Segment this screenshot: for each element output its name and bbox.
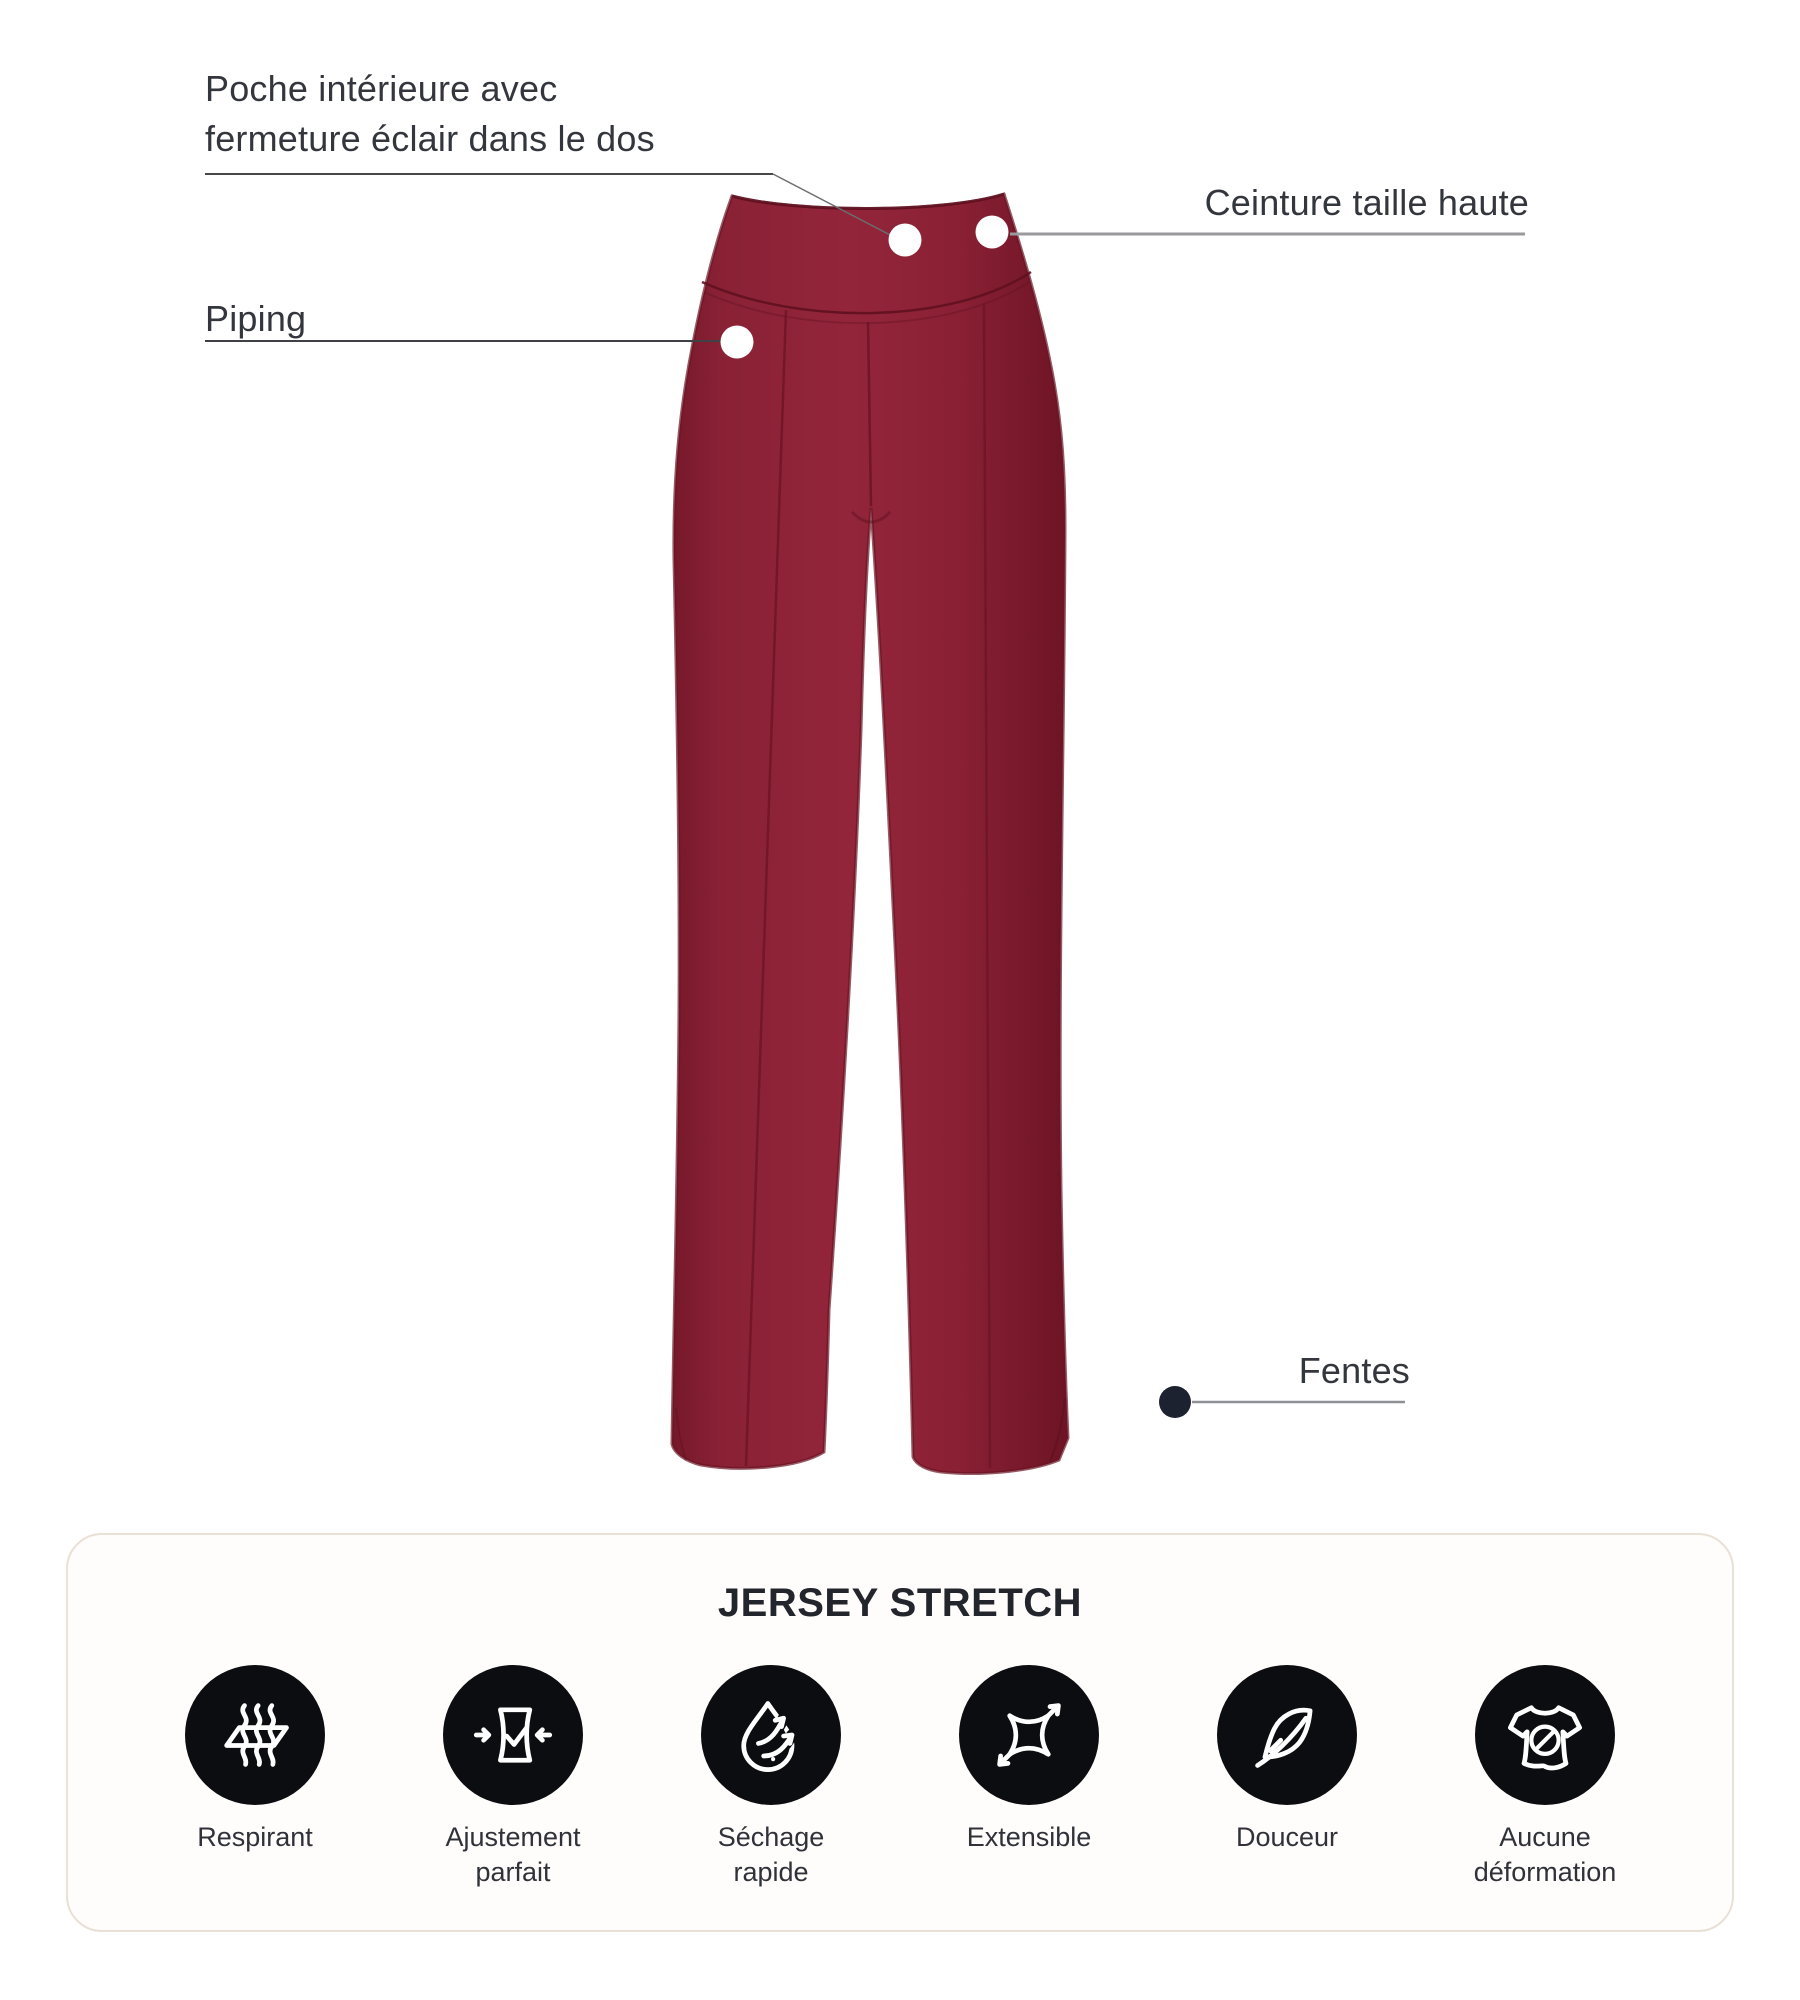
feature-label-softness: Douceur xyxy=(1235,1822,1339,1852)
fabric-card xyxy=(66,1533,1734,1932)
fabric-title: JERSEY STRETCH xyxy=(717,1581,1083,1625)
feature-label-breathable: Respirant xyxy=(197,1822,313,1852)
feature-label-stretch: Extensible xyxy=(966,1822,1092,1852)
pocket-annotation-line1: Poche intérieure avec xyxy=(205,68,558,109)
waistband-marker-dot xyxy=(976,216,1009,249)
feature-no-deformation xyxy=(1416,1665,1674,1890)
perfect-fit-icon xyxy=(471,1693,555,1777)
feature-label-no-deformation: Aucune déformation xyxy=(1473,1822,1617,1887)
pocket-marker-dot xyxy=(889,224,922,257)
feature-label-perfect-fit: Ajustement parfait xyxy=(445,1822,581,1887)
piping-marker-dot xyxy=(721,326,754,359)
stretch-icon xyxy=(987,1693,1071,1777)
breathable-icon xyxy=(213,1693,297,1777)
quick-dry-icon xyxy=(729,1693,813,1777)
feature-quick-dry xyxy=(642,1665,900,1890)
feature-list xyxy=(68,1665,1732,1890)
feature-stretch xyxy=(900,1665,1158,1890)
slits-annotation-label: Fentes xyxy=(1298,1350,1410,1391)
waistband-annotation-label: Ceinture taille haute xyxy=(1204,182,1529,223)
feature-breathable xyxy=(126,1665,384,1890)
feature-perfect-fit xyxy=(384,1665,642,1890)
softness-icon xyxy=(1245,1693,1329,1777)
feature-softness xyxy=(1158,1665,1416,1890)
slits-marker-dot xyxy=(1159,1386,1191,1418)
feature-label-quick-dry: Séchage rapide xyxy=(717,1822,825,1887)
pocket-annotation-line2: fermeture éclair dans le dos xyxy=(205,118,655,159)
pocket-annotation-label xyxy=(205,64,805,164)
no-deformation-icon xyxy=(1503,1693,1587,1777)
piping-annotation-label: Piping xyxy=(205,298,307,339)
